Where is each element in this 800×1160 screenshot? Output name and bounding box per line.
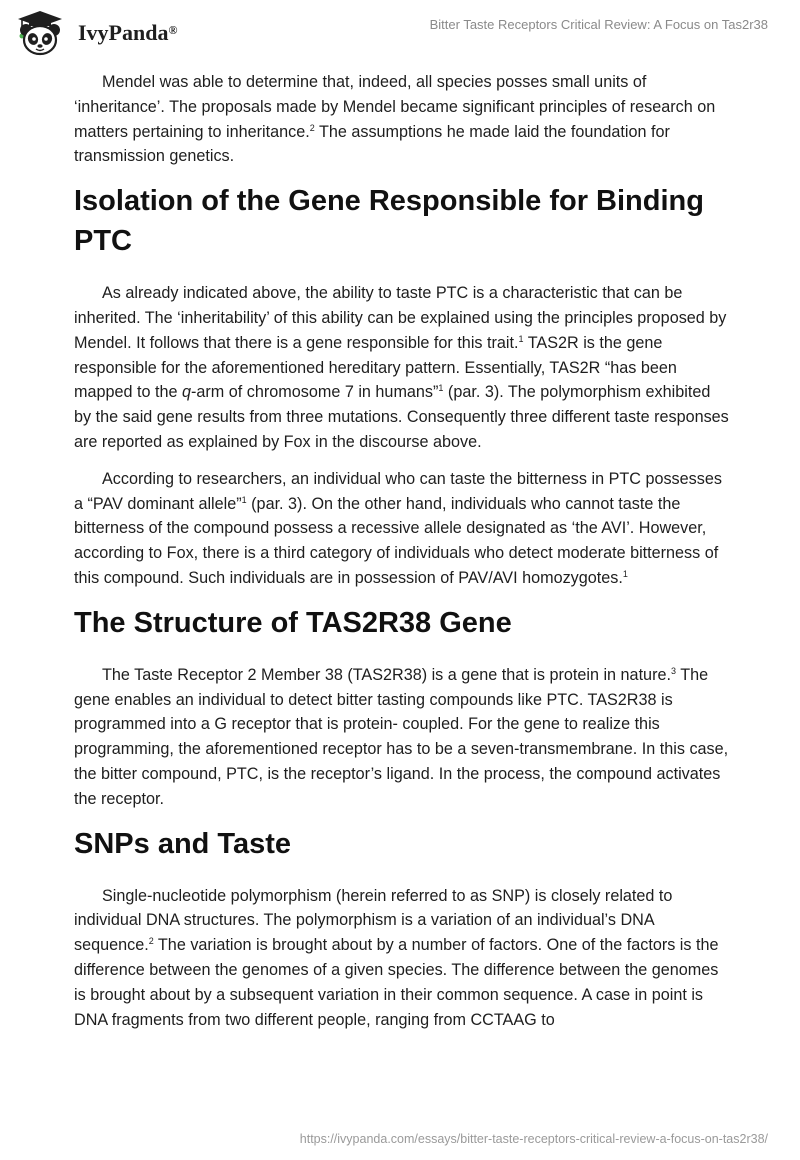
- page-header: [0, 0, 800, 64]
- section-heading-isolation: Isolation of the Gene Responsible for Binding PTC: [74, 185, 704, 258]
- logo[interactable]: [14, 8, 214, 56]
- citation: 2: [309, 122, 315, 133]
- paragraph-structure: The Taste Receptor 2 Member 38 (TAS2R38) is a gene that is protein in nature.$^3$ The gene enables an individual to detect bitter tasting compounds like PTC. TAS2R38 is programmed into a G receptor that is protein- coupled. For the gene to realize this programming, the aforementioned receptor has to be a seven-transmembrane. In this case, the bitter compound, PTC, is the receptor’s ligand. In the process, the compound activates the receptor.: [74, 665, 729, 808]
- paragraph-inheritability: As already indicated above, the ability to taste PTC is a characteristic that can be inherited. The ‘inheritability’ of this ability can be explained using the principles proposed by Mendel. It follows that there is a gene responsible for this trait.$^1$ TAS2R is the gene responsible for the aforementioned hereditary pattern. Essentially, TAS2R “has been mapped to the q-arm of chromosome 7 in humans”$^1$ (par. 3). The polymorphism exhibited by the said gene results from three mutations. Consequently three different taste responses are reported as explained by Fox in the discourse above.: [74, 284, 729, 451]
- section-heading-structure: The Structure of TAS2R38 Gene: [74, 606, 512, 639]
- citation: 1: [518, 333, 524, 344]
- registered-mark: ®: [168, 23, 178, 37]
- source-url-link[interactable]: https://ivypanda.com/essays/bitter-taste-receptors-critical-review-a-focus-on-tas2r38/: [299, 1132, 768, 1146]
- logo-text: IvyPanda®: [78, 20, 178, 45]
- citation: 3: [670, 665, 676, 676]
- citation: 2: [148, 936, 154, 947]
- panda-graduate-icon: [14, 8, 66, 56]
- essay-content: [74, 70, 730, 1044]
- section-heading-snps: SNPs and Taste: [74, 827, 292, 860]
- citation: 1: [438, 383, 444, 394]
- paragraph-mendel: Mendel was able to determine that, indeed, all species posses small units of ‘inheritance’. The proposals made by Mendel became significant principles of research on matters pertaining to inheritance.$^2$ The assumptions he made laid the foundation for transmission genetics.: [74, 73, 716, 166]
- citation: 1: [241, 494, 247, 505]
- citation: 1: [622, 568, 628, 579]
- paragraph-alleles: According to researchers, an individual who can taste the bitterness in PTC possesses a “PAV dominant allele”$^1$ (par. 3). On the other hand, individuals who cannot taste the bitterness of the compound possess a recessive allele designated as ‘the AVI’. However, according to Fox, there is a third category of individuals who detect moderate bitterness of this compound. Such individuals are in possession of PAV/AVI homozygotes.$^1$: [74, 469, 722, 587]
- paragraph-snps: Single-nucleotide polymorphism (herein referred to as SNP) is closely related to individual DNA structures. The polymorphism is a variation of an individual’s DNA sequence.$^2$ The variation is brought about by a number of factors. One of the factors is the difference between the genomes of a given species. The difference between the genomes is brought about by a subsequent variation in their common sequence. A case in point is DNA fragments from two different people, ranging from CCTAAG to: [74, 886, 719, 1029]
- running-title: Bitter Taste Receptors Critical Review: A Focus on Tas2r38: [429, 17, 768, 32]
